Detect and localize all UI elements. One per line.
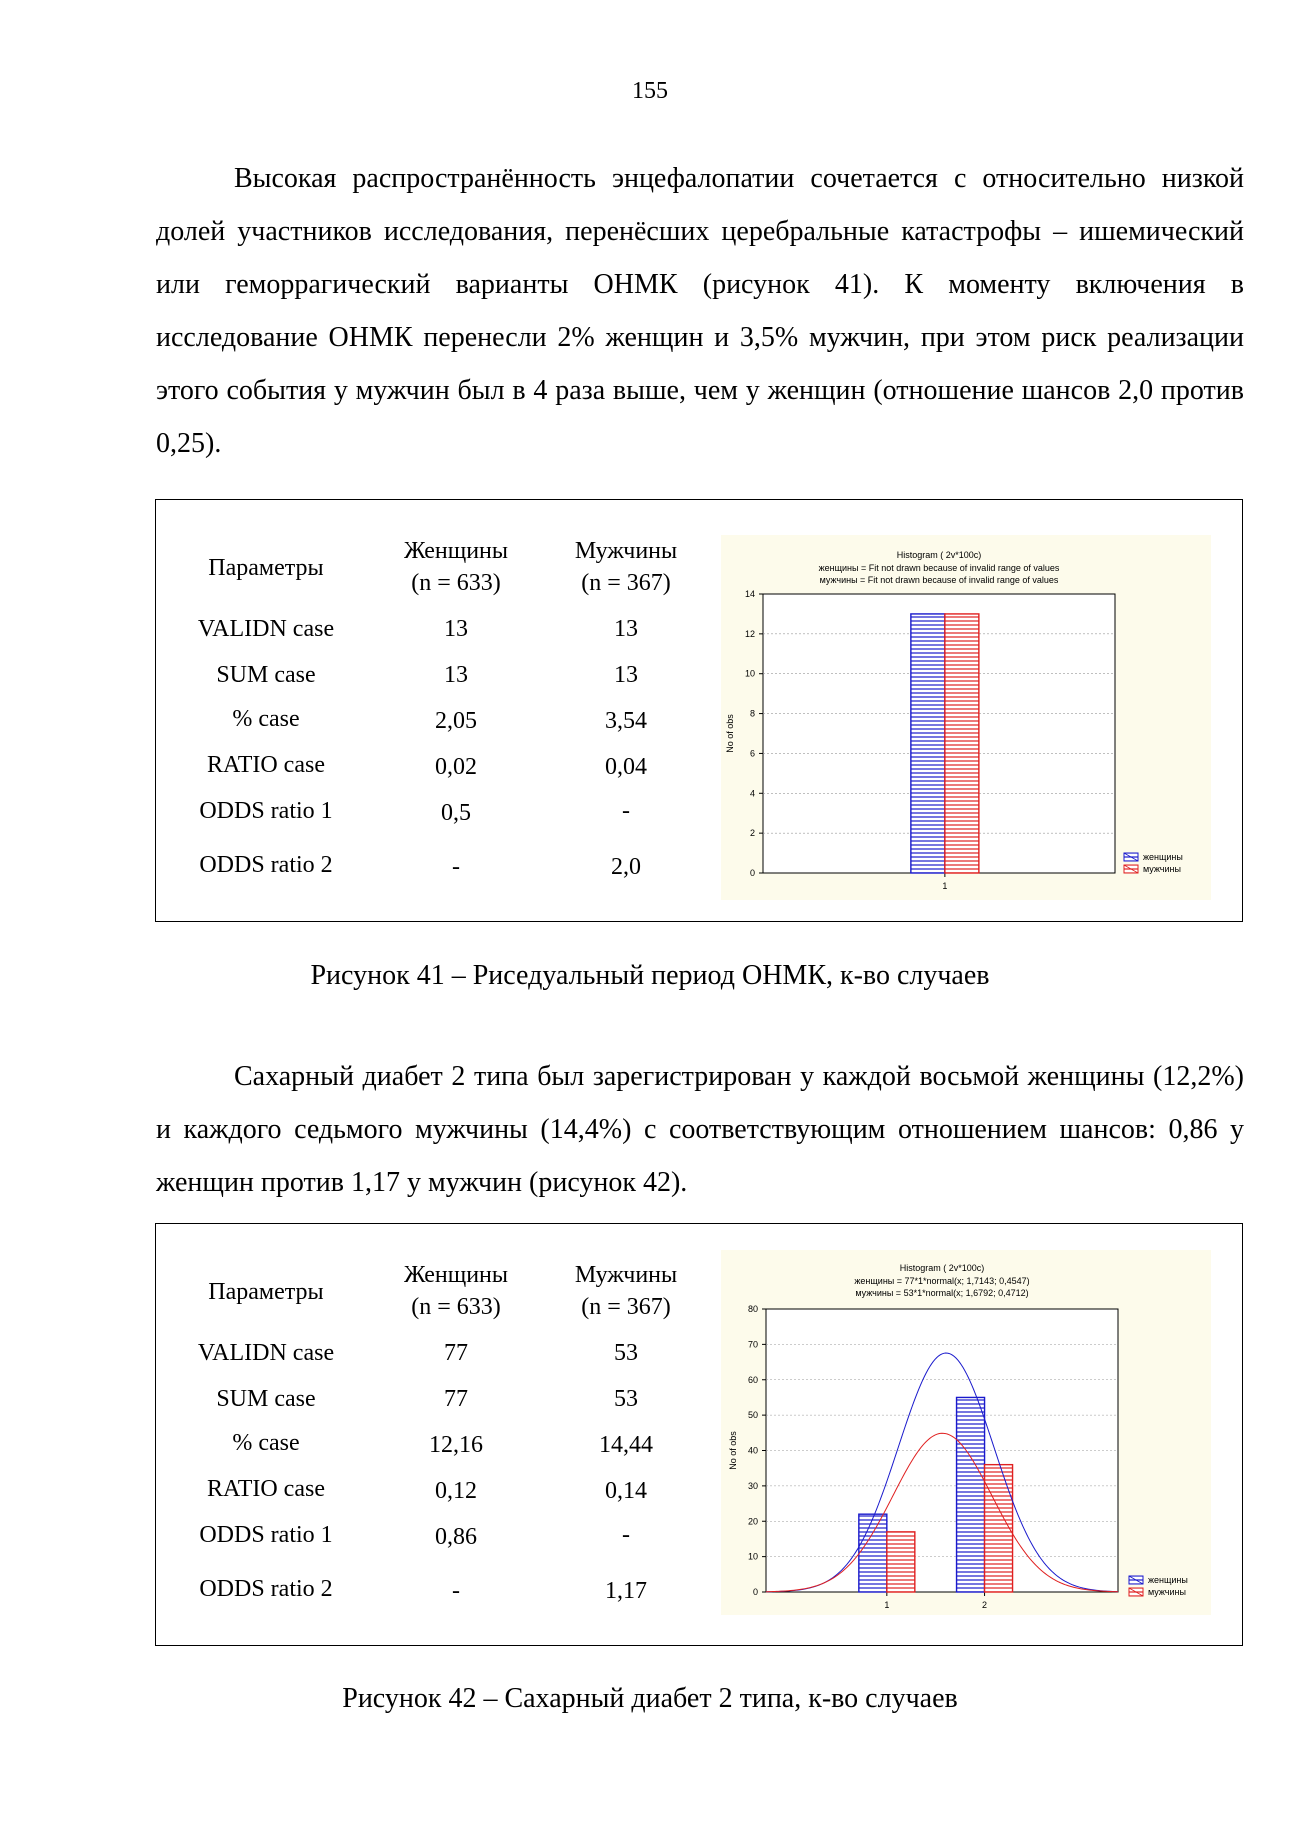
- bar-men: [945, 614, 979, 873]
- figure-42-histogram: [721, 1250, 1211, 1615]
- row-param: % case: [232, 1430, 300, 1456]
- row-men-value: 2,0: [611, 854, 641, 880]
- header-men-n: (n = 367): [581, 570, 671, 596]
- header-parameters: Параметры: [208, 555, 324, 581]
- row-param: ODDS ratio 1: [199, 798, 333, 824]
- row-women-value: -: [452, 1578, 460, 1604]
- row-param: RATIO case: [207, 1476, 325, 1502]
- y-tick-label: 2: [749, 828, 755, 839]
- header-women: Женщины: [403, 538, 509, 564]
- figure-41-caption: Рисунок 41 – Риседуальный период ОНМК, к-во случаев: [310, 960, 990, 991]
- row-men-value: 0,04: [605, 754, 647, 780]
- chart-subtitle-line: женщины = 77*1*normal(x; 1,7143; 0,4547): [854, 1276, 1030, 1286]
- row-men-value: 14,44: [599, 1432, 653, 1458]
- row-men-value: -: [622, 1522, 630, 1548]
- y-tick-label: 20: [747, 1516, 758, 1527]
- row-param: VALIDN case: [197, 1340, 335, 1366]
- row-women-value: 0,5: [441, 800, 471, 826]
- row-men-value: 3,54: [605, 708, 647, 734]
- row-param: ODDS ratio 1: [199, 1522, 333, 1548]
- row-women-value: 13: [444, 616, 468, 642]
- row-men-value: 53: [614, 1340, 638, 1366]
- row-women-value: 0,02: [435, 754, 477, 780]
- row-men-value: 13: [614, 662, 638, 688]
- header-women-n: (n = 633): [411, 570, 501, 596]
- bar-women: [911, 614, 945, 873]
- row-women-value: 13: [444, 662, 468, 688]
- paragraph-1: Высокая распространённость энцефалопатии сочетается с относительно низкой долей участников исследования, перенёсших церебральные катастрофы – ишемический или геморрагический варианты ОНМК (рисунок 41). К моменту включения в исследование ОНМК перенесли 2% женщин и 3,5% мужчин, при этом риск реализации этого события у мужчин был в 4 раза выше, чем у женщин (отношение шансов 2,0 против 0,25).: [156, 163, 1244, 459]
- y-tick-label: 30: [747, 1480, 758, 1491]
- figure-42-caption: Рисунок 42 – Сахарный диабет 2 типа, к-во случаев: [342, 1683, 958, 1714]
- row-women-value: -: [452, 854, 460, 880]
- row-men-value: 1,17: [605, 1578, 647, 1604]
- header-parameters: Параметры: [208, 1279, 324, 1305]
- row-param: RATIO case: [207, 752, 325, 778]
- bar-women: [957, 1397, 985, 1592]
- row-param: SUM case: [216, 662, 316, 688]
- chart-title: Histogram ( 2v*100c): [896, 550, 982, 560]
- row-men-value: 13: [614, 616, 638, 642]
- y-tick-label: 10: [747, 1551, 758, 1562]
- figure-41: [155, 499, 1243, 922]
- y-tick-label: 14: [744, 589, 755, 599]
- row-men-value: 53: [614, 1386, 638, 1412]
- row-women-value: 0,86: [435, 1524, 477, 1550]
- row-women-value: 2,05: [435, 708, 477, 734]
- row-param: ODDS ratio 2: [199, 852, 333, 878]
- row-women-value: 77: [444, 1340, 468, 1366]
- y-tick-label: 80: [747, 1304, 758, 1314]
- chart-title: Histogram ( 2v*100c): [899, 1263, 985, 1273]
- bar-men: [887, 1532, 915, 1592]
- row-param: VALIDN case: [197, 616, 335, 642]
- header-women-n: (n = 633): [411, 1294, 501, 1320]
- paragraph-2: Сахарный диабет 2 типа был зарегистрирован у каждой восьмой женщины (12,2%) и каждого седьмого мужчины (14,4%) с соответствующим отношением шансов: 0,86 у женщин против 1,17 у мужчин (рисунок 42).: [156, 1061, 1244, 1198]
- header-men: Мужчины: [574, 1262, 678, 1288]
- header-women: Женщины: [403, 1262, 509, 1288]
- chart-subtitle-line: мужчины = 53*1*normal(x; 1,6792; 0,4712): [855, 1288, 1029, 1298]
- figure-41-histogram: [721, 535, 1211, 900]
- y-tick-label: 0: [752, 1587, 758, 1597]
- row-param: ODDS ratio 2: [199, 1576, 333, 1602]
- figure-41-chart: [721, 535, 1211, 900]
- bar-men: [985, 1465, 1013, 1592]
- x-tick-label: 1: [884, 1600, 890, 1610]
- row-women-value: 77: [444, 1386, 468, 1412]
- row-param: SUM case: [216, 1386, 316, 1412]
- row-women-value: 0,12: [435, 1478, 477, 1504]
- y-tick-label: 60: [747, 1374, 758, 1385]
- y-tick-label: 6: [749, 748, 755, 759]
- y-tick-label: 12: [744, 628, 755, 639]
- y-tick-label: 70: [747, 1339, 758, 1350]
- figure-42-chart: [721, 1250, 1211, 1615]
- legend-label: мужчины: [1143, 864, 1181, 874]
- chart-subtitle-line: мужчины = Fit not drawn because of invalid range of values: [819, 575, 1059, 585]
- y-axis-label: No of obs: [728, 1431, 738, 1470]
- legend-label: женщины: [1143, 852, 1183, 862]
- chart-subtitle-line: женщины = Fit not drawn because of invalid range of values: [818, 563, 1060, 573]
- row-men-value: -: [622, 798, 630, 824]
- page-number: 155: [632, 78, 668, 104]
- row-param: % case: [232, 706, 300, 732]
- header-men: Мужчины: [574, 538, 678, 564]
- bar-women: [859, 1514, 887, 1592]
- y-tick-label: 4: [749, 788, 755, 799]
- legend-label: мужчины: [1148, 1587, 1186, 1597]
- legend-label: женщины: [1148, 1575, 1188, 1585]
- y-tick-label: 40: [747, 1445, 758, 1456]
- y-tick-label: 0: [749, 868, 755, 878]
- y-tick-label: 10: [744, 668, 755, 679]
- y-tick-label: 8: [749, 708, 755, 719]
- y-axis-label: No of obs: [725, 714, 735, 753]
- row-women-value: 12,16: [429, 1432, 483, 1458]
- y-tick-label: 50: [747, 1410, 758, 1421]
- figure-42: [155, 1223, 1243, 1646]
- header-men-n: (n = 367): [581, 1294, 671, 1320]
- row-men-value: 0,14: [605, 1478, 647, 1504]
- x-tick-label: 1: [942, 881, 948, 891]
- x-tick-label: 2: [982, 1600, 988, 1610]
